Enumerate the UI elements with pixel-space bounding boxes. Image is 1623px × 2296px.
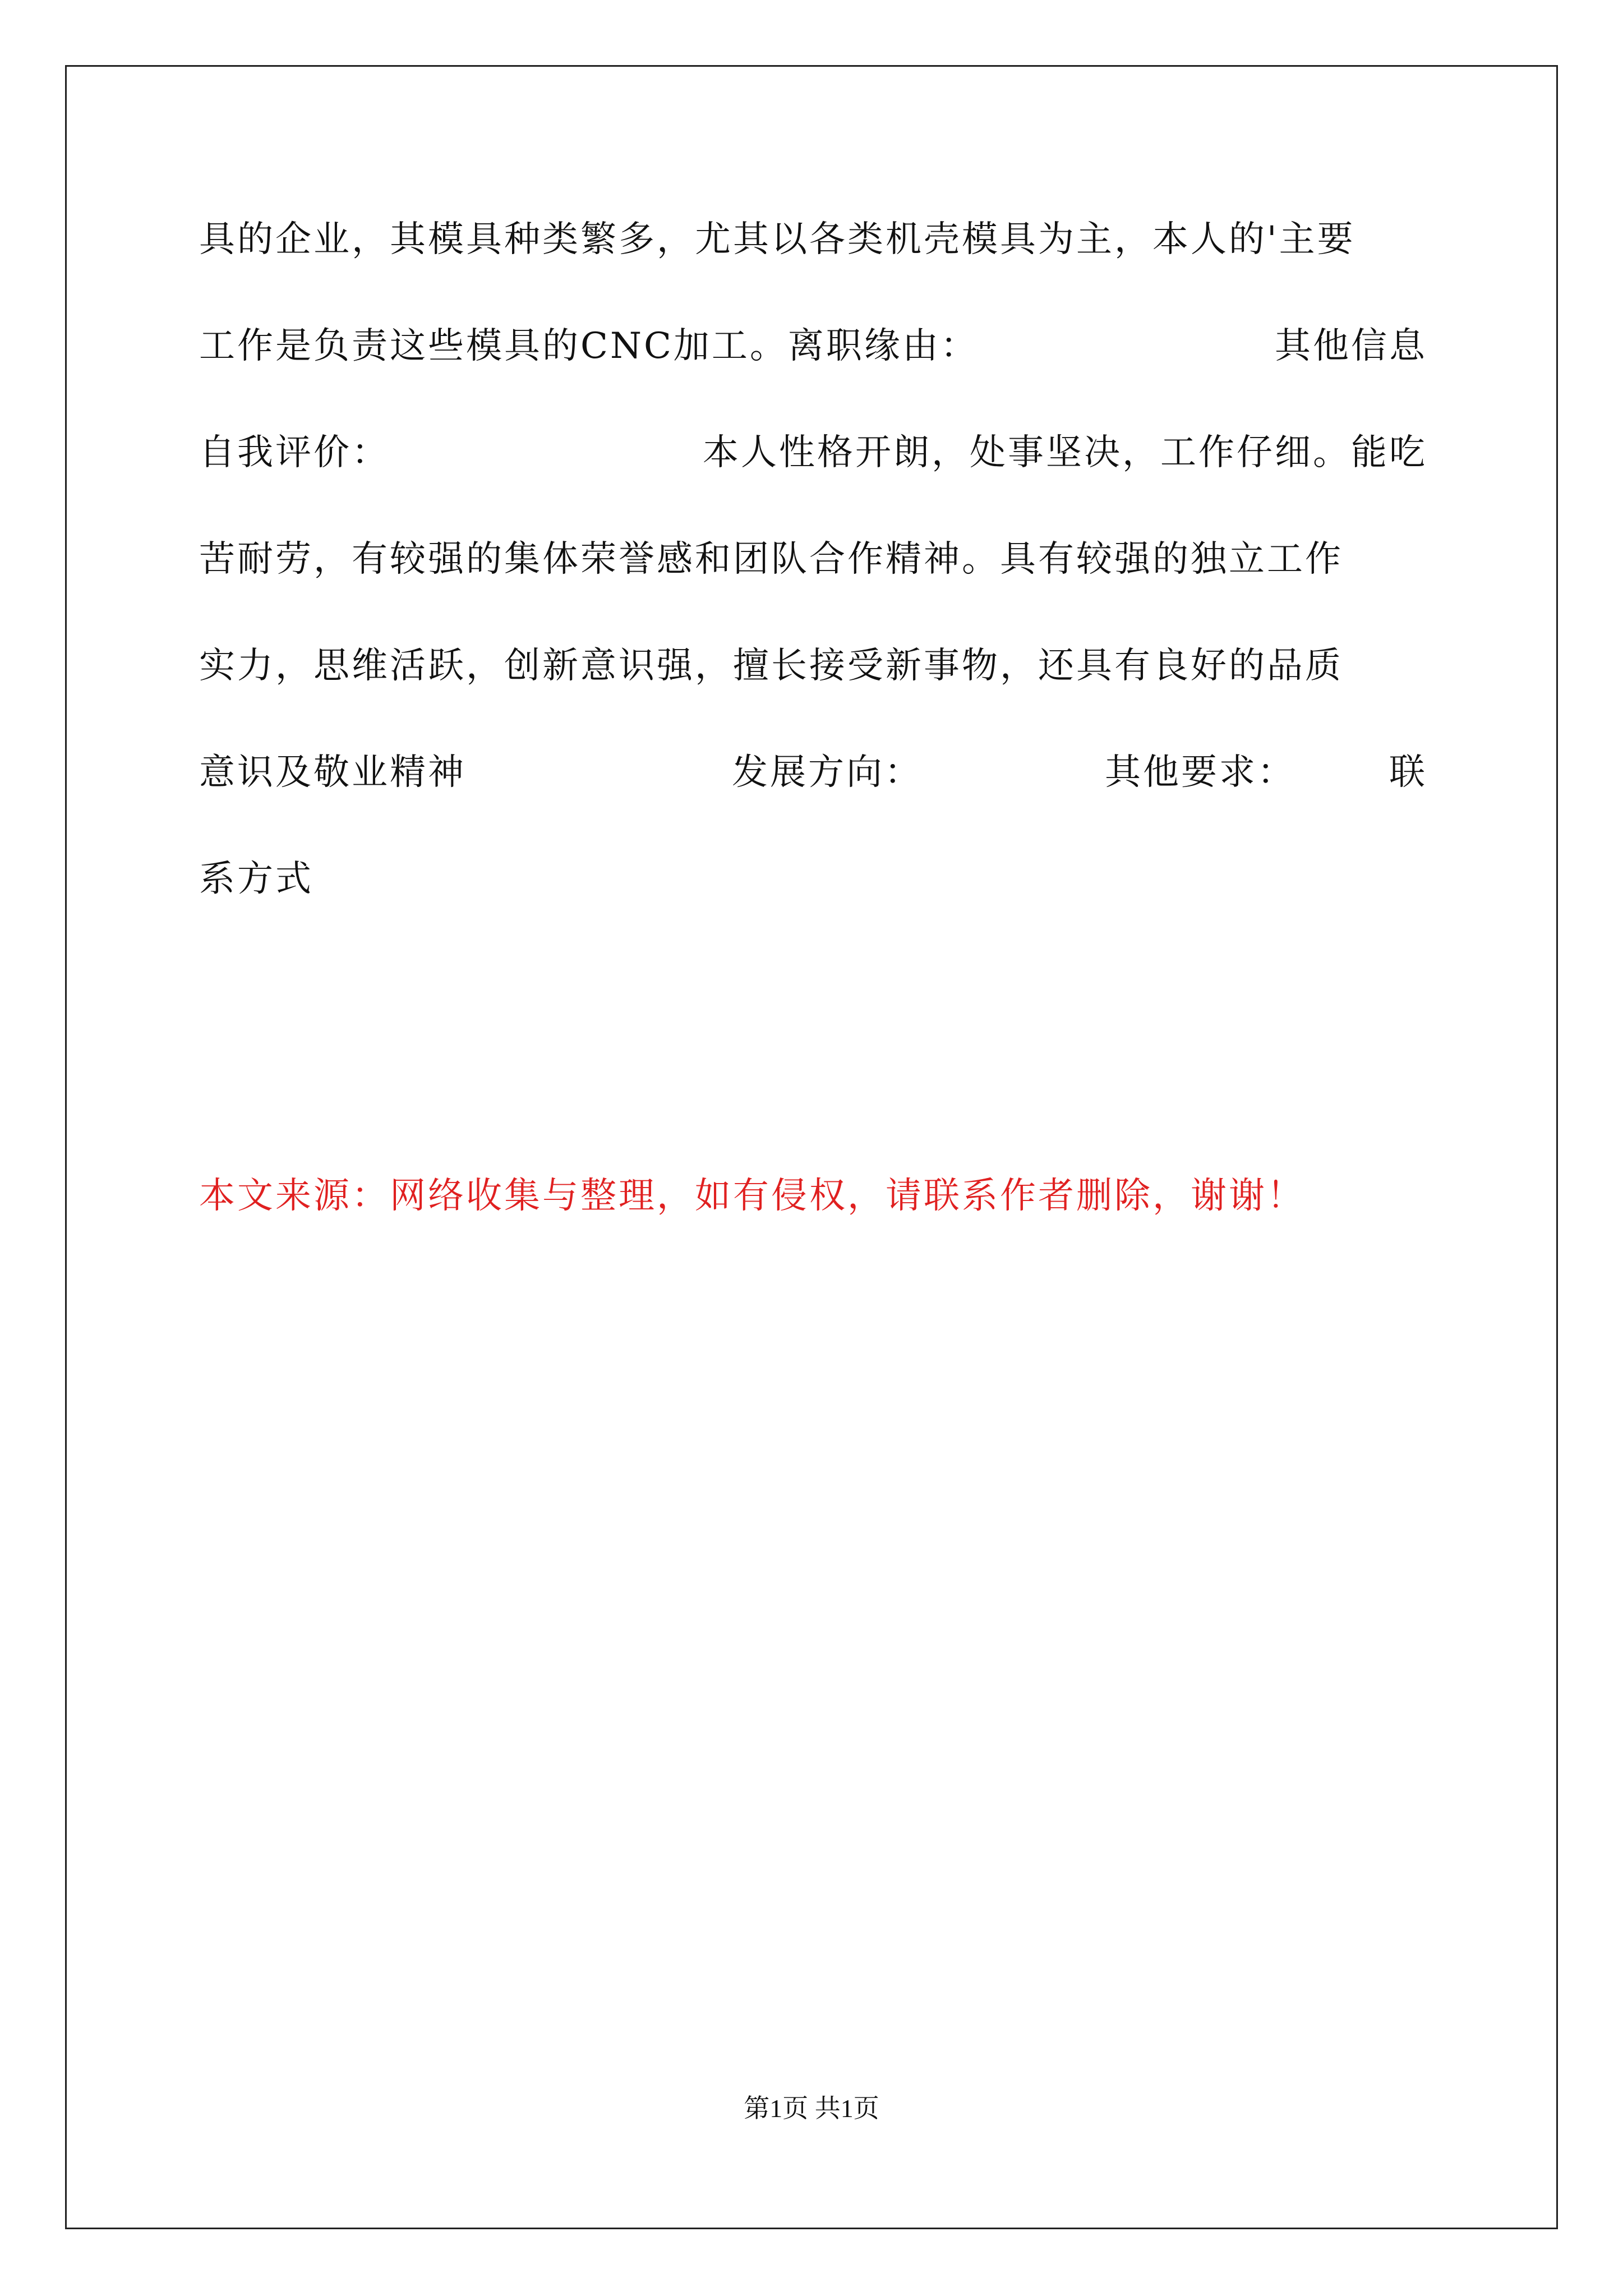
body-line-3-text-b: 本人性格开朗，处事坚决，工作仔细。能吃 (703, 432, 1427, 473)
body-line-6-text-a: 意识及敬业精神 (199, 752, 466, 793)
body-line-5 (199, 645, 1427, 693)
body-line-3-text-a: 自我评价： (199, 432, 390, 473)
body-line-6 (199, 754, 1427, 799)
body-line-3 (199, 432, 1427, 480)
body-line-6-text-d: 联 (1389, 752, 1427, 793)
body-line-2-text-b: 其他信息 (1275, 325, 1427, 367)
body-line-2 (199, 325, 1427, 373)
page-frame (65, 65, 1558, 2229)
body-line-6-text-b: 发展方向： (732, 752, 923, 793)
body-line-2-text-a: 工作是负责这些模具的CNC加工。离职缘由： (199, 325, 979, 367)
source-note: 本文来源：网络收集与整理，如有侵权，请联系作者删除，谢谢！ (199, 1175, 1305, 1217)
body-line-7 (199, 858, 1427, 906)
page-number-footer: 第1页 共1页 (744, 2094, 879, 2123)
body-line-5-text: 实力，思维活跃，创新意识强，擅长接受新事物，还具有良好的品质 (199, 645, 1343, 687)
body-line-1 (199, 219, 1427, 266)
body-line-7-text: 系方式 (199, 858, 313, 900)
body-line-6-text-c: 其他要求： (1105, 752, 1295, 793)
body-line-1-text: 具的企业，其模具种类繁多，尤其以各类机壳模具为主，本人的'主要 (199, 219, 1355, 260)
body-line-4-text: 苦耐劳，有较强的集体荣誉感和团队合作精神。具有较强的独立工作 (199, 539, 1343, 580)
body-line-4 (199, 541, 1427, 586)
